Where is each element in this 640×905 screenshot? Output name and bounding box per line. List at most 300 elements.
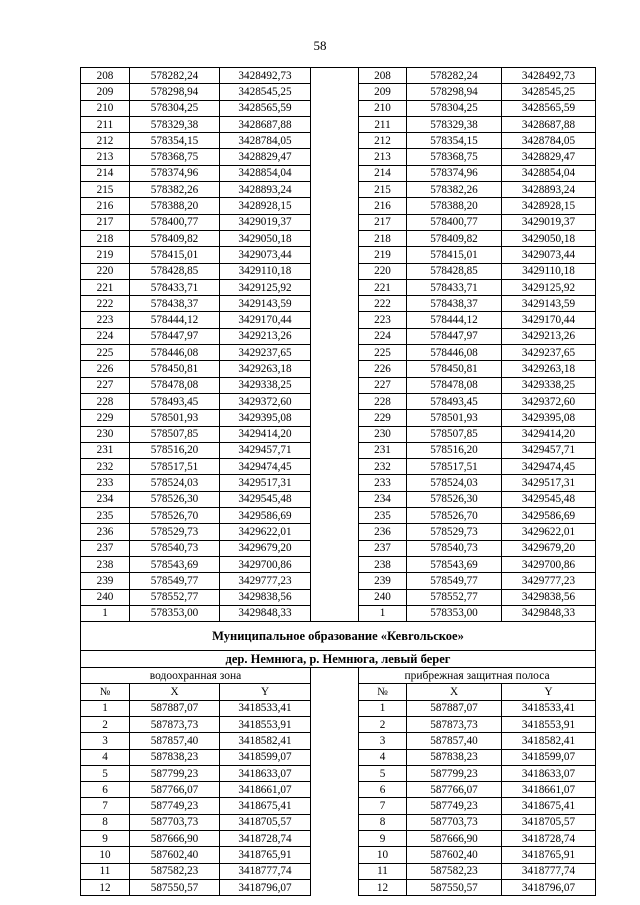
right-coord-x: 578368,75: [407, 149, 502, 165]
right-coord-x: 578517,51: [407, 459, 502, 475]
left-point-number: 218: [81, 230, 130, 246]
right-point-number: 226: [359, 361, 407, 377]
left-point-number: 10: [81, 847, 130, 863]
right-point-number: 4: [359, 749, 407, 765]
left-coord-y: 3418728,74: [220, 831, 311, 847]
right-point-number: 224: [359, 328, 407, 344]
right-point-number: 222: [359, 296, 407, 312]
column-gap: [311, 100, 359, 116]
column-gap: [311, 410, 359, 426]
column-gap: [311, 393, 359, 409]
table-row: [81, 700, 596, 716]
table-row: [81, 605, 596, 621]
table-row: [81, 214, 596, 230]
right-point-number: 2: [359, 716, 407, 732]
left-coord-x: 578447,97: [130, 328, 220, 344]
table-row: [81, 247, 596, 263]
table-row: [81, 165, 596, 181]
left-point-number: 236: [81, 524, 130, 540]
left-coord-x: 578415,01: [130, 247, 220, 263]
left-coord-x: 578354,15: [130, 133, 220, 149]
column-gap: [311, 749, 359, 765]
left-coord-x: 587749,23: [130, 798, 220, 814]
column-gap: [311, 491, 359, 507]
left-coord-y: 3428928,15: [220, 198, 311, 214]
column-gap: [311, 426, 359, 442]
left-point-number: 9: [81, 831, 130, 847]
column-gap: [311, 116, 359, 132]
left-point-number: 11: [81, 863, 130, 879]
right-coord-x: 578501,93: [407, 410, 502, 426]
table-row: [81, 328, 596, 344]
right-coord-y: 3418777,74: [502, 863, 596, 879]
left-point-number: 210: [81, 100, 130, 116]
left-point-number: 233: [81, 475, 130, 491]
left-coord-y: 3429050,18: [220, 230, 311, 246]
column-gap: [311, 214, 359, 230]
left-coord-x: 587602,40: [130, 847, 220, 863]
right-point-number: 228: [359, 393, 407, 409]
right-coord-y: 3429372,60: [502, 393, 596, 409]
right-point-number: 220: [359, 263, 407, 279]
right-coord-x: 578282,24: [407, 68, 502, 84]
left-coord-x: 578329,38: [130, 116, 220, 132]
left-point-number: 232: [81, 459, 130, 475]
left-coord-x: 578388,20: [130, 198, 220, 214]
column-gap: [311, 230, 359, 246]
right-point-number: 225: [359, 345, 407, 361]
right-coord-x: 578409,82: [407, 230, 502, 246]
right-point-number: 209: [359, 84, 407, 100]
column-gap: [311, 165, 359, 181]
column-gap: [311, 556, 359, 572]
left-point-number: 227: [81, 377, 130, 393]
right-point-number: 216: [359, 198, 407, 214]
left-point-number: 224: [81, 328, 130, 344]
left-point-number: 2: [81, 716, 130, 732]
table-row: [81, 540, 596, 556]
left-point-number: 240: [81, 589, 130, 605]
column-gap: [311, 605, 359, 621]
right-point-number: 6: [359, 782, 407, 798]
column-gap: [311, 361, 359, 377]
left-coord-y: 3428854,04: [220, 165, 311, 181]
right-coord-x: 587838,23: [407, 749, 502, 765]
left-coord-y: 3418777,74: [220, 863, 311, 879]
column-gap: [311, 508, 359, 524]
right-coord-y: 3428492,73: [502, 68, 596, 84]
right-coord-x: 587749,23: [407, 798, 502, 814]
table-row: [81, 84, 596, 100]
right-coord-y: 3418675,41: [502, 798, 596, 814]
right-coord-x: 578353,00: [407, 605, 502, 621]
left-coord-y: 3429110,18: [220, 263, 311, 279]
right-header-number: №: [359, 684, 407, 700]
right-coord-x: 578329,38: [407, 116, 502, 132]
table-row: [81, 491, 596, 507]
left-point-number: 7: [81, 798, 130, 814]
right-coord-y: 3418796,07: [502, 879, 596, 895]
left-point-number: 211: [81, 116, 130, 132]
table-row: [81, 442, 596, 458]
left-coord-y: 3418705,57: [220, 814, 311, 830]
water-protection-zone-label: водоохранная зона: [81, 668, 311, 684]
page-number: 58: [313, 38, 327, 53]
right-coord-x: 578354,15: [407, 133, 502, 149]
left-coord-y: 3429586,69: [220, 508, 311, 524]
left-point-number: 8: [81, 814, 130, 830]
right-coord-x: 578529,73: [407, 524, 502, 540]
column-gap: [311, 459, 359, 475]
column-gap: [311, 782, 359, 798]
right-header-y: Y: [502, 684, 596, 700]
right-coord-x: 578382,26: [407, 182, 502, 198]
left-point-number: 229: [81, 410, 130, 426]
right-point-number: 227: [359, 377, 407, 393]
left-coord-x: 578374,96: [130, 165, 220, 181]
left-point-number: 230: [81, 426, 130, 442]
left-point-number: 237: [81, 540, 130, 556]
table-row: [81, 133, 596, 149]
right-point-number: 223: [359, 312, 407, 328]
left-point-number: 223: [81, 312, 130, 328]
right-coord-y: 3429700,86: [502, 556, 596, 572]
right-coord-y: 3429517,31: [502, 475, 596, 491]
column-gap: [311, 733, 359, 749]
left-coord-x: 578450,81: [130, 361, 220, 377]
left-point-number: 231: [81, 442, 130, 458]
right-coord-y: 3428829,47: [502, 149, 596, 165]
left-coord-y: 3429474,45: [220, 459, 311, 475]
column-gap: [311, 247, 359, 263]
table-row: [81, 116, 596, 132]
table-row: [81, 749, 596, 765]
column-gap: [311, 573, 359, 589]
right-coord-y: 3429143,59: [502, 296, 596, 312]
right-coord-y: 3429170,44: [502, 312, 596, 328]
table-row: [81, 296, 596, 312]
right-point-number: 1: [359, 605, 407, 621]
right-coord-y: 3418661,07: [502, 782, 596, 798]
left-coord-y: 3418533,41: [220, 700, 311, 716]
column-gap: [311, 442, 359, 458]
bottom-coordinates-body: [81, 700, 596, 896]
table-row: [81, 312, 596, 328]
left-coord-x: 578446,08: [130, 345, 220, 361]
right-point-number: 232: [359, 459, 407, 475]
table-row: [81, 377, 596, 393]
right-point-number: 229: [359, 410, 407, 426]
table-row: [81, 847, 596, 863]
right-coord-x: 587799,23: [407, 765, 502, 781]
column-gap: [311, 879, 359, 895]
right-coord-y: 3429777,23: [502, 573, 596, 589]
right-coord-x: 578388,20: [407, 198, 502, 214]
right-coord-y: 3429457,71: [502, 442, 596, 458]
column-gap: [311, 847, 359, 863]
left-coord-y: 3429700,86: [220, 556, 311, 572]
left-coord-y: 3428545,25: [220, 84, 311, 100]
right-point-number: 219: [359, 247, 407, 263]
left-coord-y: 3429622,01: [220, 524, 311, 540]
left-coord-y: 3418553,91: [220, 716, 311, 732]
right-coord-x: 587766,07: [407, 782, 502, 798]
right-coord-y: 3429073,44: [502, 247, 596, 263]
left-coord-x: 587550,57: [130, 879, 220, 895]
right-point-number: 211: [359, 116, 407, 132]
right-point-number: 218: [359, 230, 407, 246]
right-coord-x: 587582,23: [407, 863, 502, 879]
left-point-number: 238: [81, 556, 130, 572]
left-coord-x: 578444,12: [130, 312, 220, 328]
right-coord-x: 578552,77: [407, 589, 502, 605]
left-coord-y: 3429213,26: [220, 328, 311, 344]
column-gap: [311, 263, 359, 279]
left-coord-y: 3418796,07: [220, 879, 311, 895]
right-point-number: 10: [359, 847, 407, 863]
right-point-number: 240: [359, 589, 407, 605]
left-point-number: 222: [81, 296, 130, 312]
left-point-number: 219: [81, 247, 130, 263]
table-row: [81, 589, 596, 605]
right-coord-x: 578540,73: [407, 540, 502, 556]
right-coord-y: 3418633,07: [502, 765, 596, 781]
right-coord-x: 578549,77: [407, 573, 502, 589]
left-coord-x: 578529,73: [130, 524, 220, 540]
left-coord-x: 587873,73: [130, 716, 220, 732]
left-coord-x: 578543,69: [130, 556, 220, 572]
left-coord-y: 3429838,56: [220, 589, 311, 605]
right-coord-y: 3418599,07: [502, 749, 596, 765]
left-coord-y: 3429338,25: [220, 377, 311, 393]
left-point-number: 221: [81, 279, 130, 295]
left-coord-y: 3418582,41: [220, 733, 311, 749]
table-row: [81, 556, 596, 572]
left-point-number: 226: [81, 361, 130, 377]
right-coord-x: 578446,08: [407, 345, 502, 361]
column-gap: [311, 716, 359, 732]
table-row: [81, 508, 596, 524]
right-point-number: 230: [359, 426, 407, 442]
column-gap: [311, 377, 359, 393]
right-coord-y: 3429586,69: [502, 508, 596, 524]
right-coord-y: 3429263,18: [502, 361, 596, 377]
column-gap: [311, 589, 359, 605]
table-row: [81, 410, 596, 426]
left-coord-x: 578493,45: [130, 393, 220, 409]
left-header-x: X: [130, 684, 220, 700]
table-row: [81, 459, 596, 475]
left-coord-y: 3429237,65: [220, 345, 311, 361]
left-coord-y: 3418633,07: [220, 765, 311, 781]
right-coord-y: 3429110,18: [502, 263, 596, 279]
right-coord-y: 3428545,25: [502, 84, 596, 100]
right-coord-y: 3418533,41: [502, 700, 596, 716]
right-coord-y: 3428928,15: [502, 198, 596, 214]
left-coord-y: 3429777,23: [220, 573, 311, 589]
left-coord-y: 3428784,05: [220, 133, 311, 149]
right-point-number: 12: [359, 879, 407, 895]
right-point-number: 7: [359, 798, 407, 814]
right-coord-x: 578433,71: [407, 279, 502, 295]
left-coord-y: 3429170,44: [220, 312, 311, 328]
right-point-number: 214: [359, 165, 407, 181]
left-coord-x: 587838,23: [130, 749, 220, 765]
left-coord-x: 578353,00: [130, 605, 220, 621]
right-point-number: 235: [359, 508, 407, 524]
right-coord-y: 3418728,74: [502, 831, 596, 847]
top-coordinates-body: [81, 68, 596, 622]
left-header-y: Y: [220, 684, 311, 700]
left-point-number: 4: [81, 749, 130, 765]
left-point-number: 6: [81, 782, 130, 798]
table-row: [81, 100, 596, 116]
table-row: [81, 279, 596, 295]
column-gap: [311, 296, 359, 312]
left-coord-y: 3429143,59: [220, 296, 311, 312]
right-coord-x: 578298,94: [407, 84, 502, 100]
left-coord-x: 578298,94: [130, 84, 220, 100]
right-header-x: X: [407, 684, 502, 700]
right-coord-x: 578374,96: [407, 165, 502, 181]
left-coord-x: 578526,70: [130, 508, 220, 524]
left-coord-y: 3429414,20: [220, 426, 311, 442]
right-point-number: 233: [359, 475, 407, 491]
right-coord-x: 578415,01: [407, 247, 502, 263]
right-point-number: 9: [359, 831, 407, 847]
left-point-number: 212: [81, 133, 130, 149]
left-point-number: 213: [81, 149, 130, 165]
right-coord-y: 3429237,65: [502, 345, 596, 361]
left-point-number: 1: [81, 605, 130, 621]
left-coord-y: 3418661,07: [220, 782, 311, 798]
left-coord-y: 3429457,71: [220, 442, 311, 458]
left-coord-x: 587703,73: [130, 814, 220, 830]
left-coord-y: 3418765,91: [220, 847, 311, 863]
right-coord-y: 3429395,08: [502, 410, 596, 426]
right-coord-x: 578526,70: [407, 508, 502, 524]
left-coord-y: 3429372,60: [220, 393, 311, 409]
column-gap: [311, 279, 359, 295]
left-coord-x: 587766,07: [130, 782, 220, 798]
left-point-number: 208: [81, 68, 130, 84]
left-coord-y: 3428687,88: [220, 116, 311, 132]
left-point-number: 5: [81, 765, 130, 781]
column-gap: [311, 831, 359, 847]
right-point-number: 234: [359, 491, 407, 507]
right-point-number: 236: [359, 524, 407, 540]
right-coord-x: 578478,08: [407, 377, 502, 393]
left-header-number: №: [81, 684, 130, 700]
left-coord-x: 587582,23: [130, 863, 220, 879]
table-row: [81, 182, 596, 198]
column-gap: [311, 765, 359, 781]
right-point-number: 217: [359, 214, 407, 230]
right-coord-x: 578400,77: [407, 214, 502, 230]
right-coord-y: 3429125,92: [502, 279, 596, 295]
table-row: [81, 68, 596, 84]
column-gap: [311, 700, 359, 716]
right-point-number: 3: [359, 733, 407, 749]
right-point-number: 212: [359, 133, 407, 149]
left-coord-x: 578507,85: [130, 426, 220, 442]
right-point-number: 210: [359, 100, 407, 116]
column-gap: [311, 475, 359, 491]
table-row: [81, 149, 596, 165]
right-point-number: 238: [359, 556, 407, 572]
left-coord-x: 578409,82: [130, 230, 220, 246]
left-coord-x: 587887,07: [130, 700, 220, 716]
column-gap: [311, 524, 359, 540]
right-coord-x: 578526,30: [407, 491, 502, 507]
right-coord-x: 587550,57: [407, 879, 502, 895]
left-coord-x: 578540,73: [130, 540, 220, 556]
left-coord-x: 578368,75: [130, 149, 220, 165]
table-row: [81, 863, 596, 879]
table-row: [81, 345, 596, 361]
table-row: [81, 263, 596, 279]
table-row: [81, 393, 596, 409]
table-row: [81, 879, 596, 895]
right-coord-x: 578524,03: [407, 475, 502, 491]
right-coord-y: 3429019,37: [502, 214, 596, 230]
left-coord-x: 587799,23: [130, 765, 220, 781]
right-coord-x: 578447,97: [407, 328, 502, 344]
table-row: [81, 198, 596, 214]
left-point-number: 239: [81, 573, 130, 589]
left-coord-x: 578516,20: [130, 442, 220, 458]
left-coord-y: 3429263,18: [220, 361, 311, 377]
right-coord-y: 3428784,05: [502, 133, 596, 149]
right-point-number: 239: [359, 573, 407, 589]
left-point-number: 220: [81, 263, 130, 279]
right-coord-y: 3429050,18: [502, 230, 596, 246]
column-gap: [311, 328, 359, 344]
left-coord-x: 578282,24: [130, 68, 220, 84]
table-row: [81, 733, 596, 749]
right-point-number: 1: [359, 700, 407, 716]
left-coord-x: 578517,51: [130, 459, 220, 475]
right-coord-y: 3418553,91: [502, 716, 596, 732]
left-point-number: 225: [81, 345, 130, 361]
right-coord-y: 3429213,26: [502, 328, 596, 344]
left-coord-x: 578428,85: [130, 263, 220, 279]
right-coord-x: 578493,45: [407, 393, 502, 409]
right-coord-y: 3428893,24: [502, 182, 596, 198]
right-point-number: 221: [359, 279, 407, 295]
municipality-title: Муниципальное образование «Кевrольское»: [81, 622, 596, 651]
left-coord-x: 578382,26: [130, 182, 220, 198]
right-point-number: 213: [359, 149, 407, 165]
left-coord-y: 3429395,08: [220, 410, 311, 426]
left-coord-x: 578478,08: [130, 377, 220, 393]
column-gap: [311, 133, 359, 149]
table-row: [81, 361, 596, 377]
right-coord-x: 587602,40: [407, 847, 502, 863]
left-point-number: 216: [81, 198, 130, 214]
right-coord-y: 3429622,01: [502, 524, 596, 540]
right-point-number: 11: [359, 863, 407, 879]
left-coord-x: 578400,77: [130, 214, 220, 230]
right-coord-y: 3418705,57: [502, 814, 596, 830]
left-coord-y: 3429019,37: [220, 214, 311, 230]
left-coord-y: 3428893,24: [220, 182, 311, 198]
left-point-number: 1: [81, 700, 130, 716]
right-coord-y: 3429679,20: [502, 540, 596, 556]
column-gap: [311, 182, 359, 198]
column-gap: [311, 84, 359, 100]
right-coord-y: 3428854,04: [502, 165, 596, 181]
